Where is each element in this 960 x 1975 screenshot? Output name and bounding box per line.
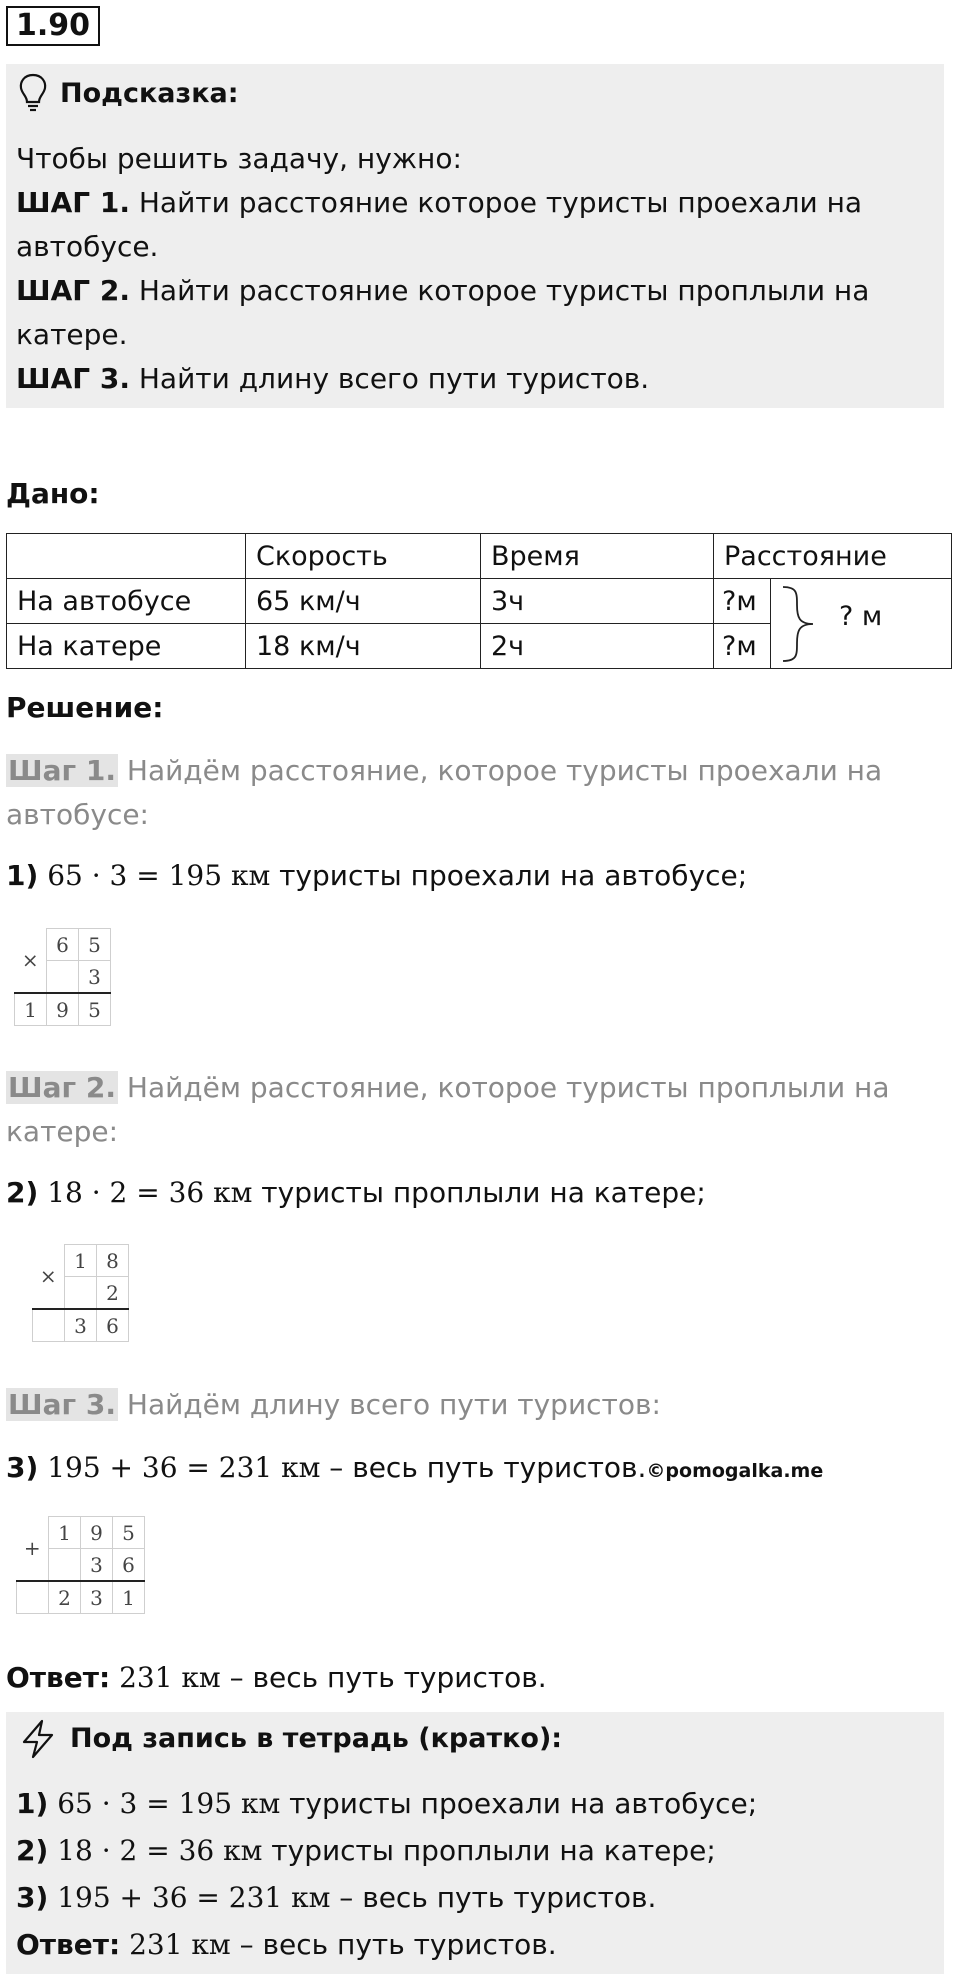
answer-line: Ответ: 231 км – весь путь туристов. xyxy=(6,1661,547,1694)
table-row: На катере 18 км/ч 2ч ?м xyxy=(7,624,952,669)
notebook-line-2: 2) 18 · 2 = 36 км туристы проплыли на катере; xyxy=(16,1834,716,1867)
calc-addition: + 1 9 5 3 6 2 3 1 xyxy=(16,1516,145,1614)
solution-line-1: 1) 65 · 3 = 195 км туристы проехали на автобусе; xyxy=(6,859,748,892)
notebook-content xyxy=(16,1780,936,1968)
lightning-icon xyxy=(18,1718,58,1760)
problem-number: 1.90 xyxy=(6,6,100,46)
given-table xyxy=(6,533,952,669)
table-row: На автобусе 65 км/ч 3ч ?м ? м xyxy=(7,579,952,624)
calc-multiplication-1: × 6 5 3 1 9 5 xyxy=(14,928,111,1026)
solution-title: Решение: xyxy=(6,691,164,724)
hint-step-1-cont: автобусе. xyxy=(16,230,159,263)
hint-step-1: ШАГ 1. Найти расстояние которое туристы проехали на xyxy=(16,186,863,219)
watermark: ©pomogalka.me xyxy=(646,1460,824,1482)
step-1-heading: Шаг 1. Найдём расстояние, которое туристы проехали на автобусе: xyxy=(6,754,883,831)
step-2-heading: Шаг 2. Найдём расстояние, которое туристы проплыли на катере: xyxy=(6,1071,890,1148)
solution-line-3: 3) 195 + 36 = 231 км – весь путь туристов.©pomogalka.me xyxy=(6,1451,824,1484)
hint-step-2-cont: катере. xyxy=(16,318,128,351)
solution-line-2: 2) 18 · 2 = 36 км туристы проплыли на катере; xyxy=(6,1176,706,1209)
notebook-title: Под запись в тетрадь (кратко): xyxy=(70,1723,563,1754)
hint-intro: Чтобы решить задачу, нужно: xyxy=(16,142,462,175)
hint-step-3: ШАГ 3. Найти длину всего пути туристов. xyxy=(16,362,650,395)
hint-step-2: ШАГ 2. Найти расстояние которое туристы проплыли на xyxy=(16,274,870,307)
lightbulb-icon xyxy=(16,72,50,112)
notebook-answer: Ответ: 231 км – весь путь туристов. xyxy=(16,1928,557,1961)
calc-multiplication-2: × 1 8 2 3 6 xyxy=(32,1244,129,1342)
total-cell: ? м xyxy=(771,579,952,669)
hint-title: Подсказка: xyxy=(60,78,239,109)
table-header-row: Скорость Время Расстояние xyxy=(7,534,952,579)
notebook-line-1: 1) 65 · 3 = 195 км туристы проехали на автобусе; xyxy=(16,1787,758,1820)
step-3-heading: Шаг 3. Найдём длину всего пути туристов: xyxy=(8,1388,661,1421)
curly-brace-icon xyxy=(779,583,829,665)
notebook-line-3: 3) 195 + 36 = 231 км – весь путь туристов. xyxy=(16,1881,657,1914)
given-title: Дано: xyxy=(6,477,100,510)
hint-content xyxy=(16,137,936,401)
